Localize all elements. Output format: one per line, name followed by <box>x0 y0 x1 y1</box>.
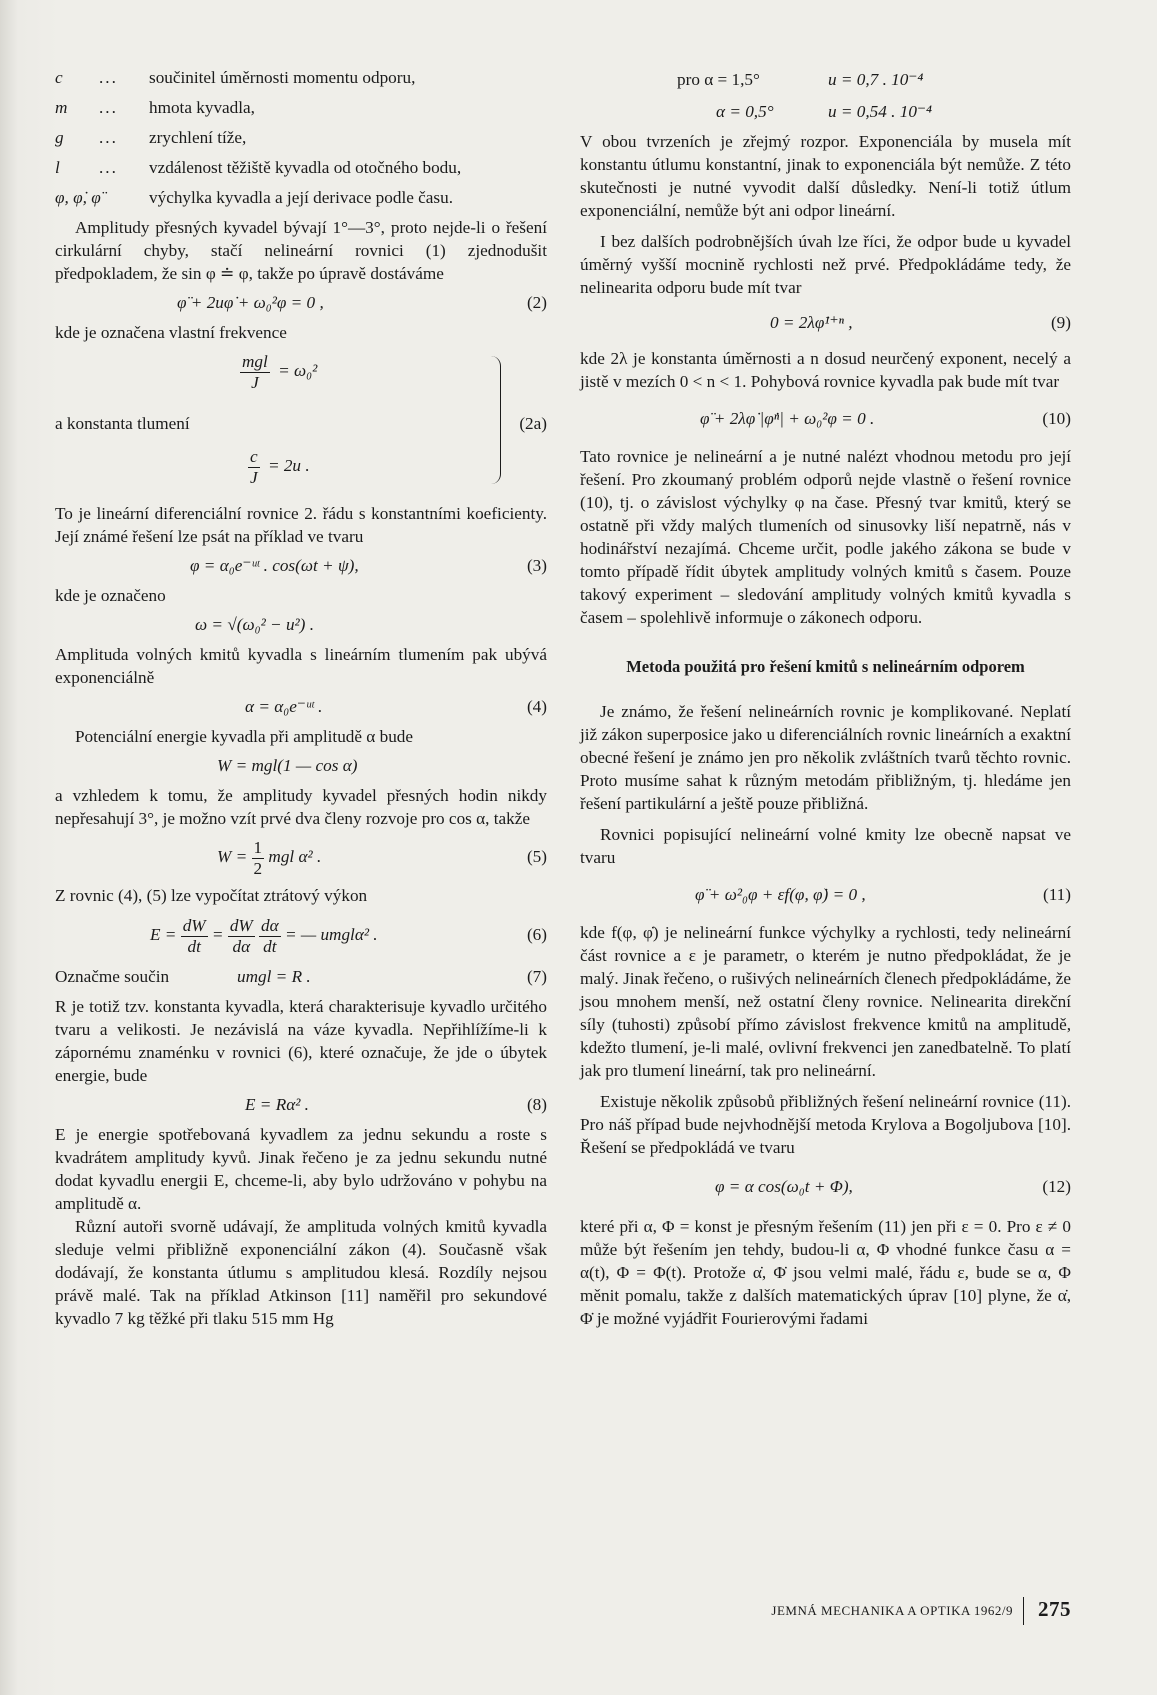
denominator: J <box>250 468 258 487</box>
equation-body: φ̈ + ω²₀φ + εf(φ, φ̇) = 0 , <box>695 885 866 904</box>
numerator: dW <box>229 915 253 935</box>
equation-6 <box>55 911 547 959</box>
definition-l <box>55 156 547 179</box>
page-footer <box>706 1597 1071 1625</box>
paragraph: Potenciální energie kyvadla při amplitudě α bude <box>75 727 414 746</box>
curly-brace <box>490 356 501 484</box>
equation-number: (12) <box>1042 1177 1071 1196</box>
paragraph: I bez dalších podrobnějších úvah lze říci, že odpor bude u kyvadel úměrný vyšší mocnině rychlosti než prvé. Předpokládáme tedy, že nelinearita odporu bude mít tvar <box>580 232 1071 297</box>
equation-number: (6) <box>526 925 547 944</box>
denominator: dα <box>232 936 251 956</box>
page-number: 275 <box>1038 1597 1071 1621</box>
equation-number: (10) <box>1042 409 1071 428</box>
numerator: 1 <box>253 837 263 857</box>
paragraph: E je energie spotřebovaná kyvadlem za jednu sekundu a roste s kvadrátem amplitudy kyvů. Jinak řečeno je za jednu sekundu nutné dodat kyvadlu energii E, chceme-li, aby bylo udržováno v pohybu na amplitudě α. <box>55 1125 547 1213</box>
equation-lhs: E = <box>150 925 177 944</box>
paragraph: Amplituda volných kmitů kyvadla s lineárním tlumením pak ubývá exponenciálně <box>55 645 547 687</box>
equation-body <box>150 911 378 959</box>
equation-body: φ = α cos(ω₀t + Φ), <box>715 1177 853 1196</box>
spacer <box>580 222 1071 230</box>
journal-name: JEMNÁ MECHANIKA A OPTIKA 1962/9 <box>771 1603 1013 1618</box>
equation-body: 0 = 2λφ̇¹⁺ⁿ , <box>770 313 853 332</box>
definition-text: vzdálenost těžiště kyvadla od otočného bodu, <box>149 158 462 177</box>
numerator: mgl <box>242 352 268 371</box>
symbol: l <box>55 158 60 177</box>
symbol: g <box>55 128 64 147</box>
definition-phi <box>55 186 547 209</box>
equation-body: φ = α₀e⁻ᵘᵗ . cos(ωt + ψ), <box>190 556 359 575</box>
numerator: c <box>250 447 258 466</box>
equation-2a-top <box>240 352 317 393</box>
equation-2a-group <box>55 348 547 498</box>
fraction <box>181 916 208 957</box>
paragraph: Z rovnic (4), (5) lze vypočítat ztrátový výkon <box>55 886 368 905</box>
damping-value: u = 0,54 . 10⁻⁴ <box>828 102 932 121</box>
equation-body: φ̈ + 2uφ̇ + ω₀²φ = 0 , <box>177 293 324 312</box>
numerator: dW <box>182 915 206 935</box>
paragraph: R je totiž tzv. konstanta kyvadla, která charakterisuje kyvadlo určitého tvaru a velikosti. Je nezávislá na váze kyvadla. Nepřihlížíme-li k zápornému znaménku v rovnici (6), které označuje, že jde o úbytek energie, bude <box>55 997 547 1085</box>
equation-7 <box>55 963 547 991</box>
equation-number: (2) <box>526 293 547 312</box>
fraction <box>252 838 265 879</box>
equation-rhs: = 2u . <box>267 456 310 476</box>
equation-omega <box>55 611 547 639</box>
equation-body: φ̈ + 2λφ̇ |φ̇ⁿ| + ω₀²φ = 0 . <box>700 409 875 428</box>
paragraph: kde 2λ je konstanta úměrnosti a n dosud neurčený exponent, necelý a jistě v mezích 0 < n < 1. Pohybová rovnice kyvadla pak bude mít tvar <box>580 349 1071 391</box>
equation-number: (8) <box>526 1095 547 1114</box>
paragraph: To je lineární diferenciální rovnice 2. řádu s konstantními koeficienty. Její známé řešení lze psát na příklad ve tvaru <box>55 504 547 546</box>
equation-4 <box>55 693 547 721</box>
equation-12 <box>580 1173 1071 1201</box>
equation-number: (7) <box>526 967 547 986</box>
paragraph: kde je označena vlastní frekvence <box>55 323 287 342</box>
fraction <box>240 352 270 393</box>
equals-sign: = <box>211 925 224 944</box>
equation-w <box>55 752 547 780</box>
equation-5 <box>55 834 547 880</box>
paragraph: Amplitudy přesných kyvadel bývají 1°—3°, proto nejde-li o řešení cirkulární chyby, stačí nelineární rovnici (1) zjednodušit předpokladem, že sin φ ≐ φ, takže po úpravě dostáváme <box>55 218 547 283</box>
denominator: 2 <box>253 858 263 878</box>
equation-10 <box>580 405 1071 433</box>
equation-body: E = Rα² . <box>245 1095 309 1114</box>
equation-3 <box>55 552 547 580</box>
equation-label: Označme součin <box>55 967 170 986</box>
equation-body: umgl = R . <box>237 967 311 986</box>
equation-rhs: mgl α² . <box>268 847 322 866</box>
paragraph: kde je označeno <box>55 586 166 605</box>
equation-rhs: = ω₀² <box>278 361 318 381</box>
paragraph: Existuje několik způsobů přibližných řešení nelineární rovnice (11). Pro náš případ bude nejvhodnější metoda Krylova a Bogoljubova [10]. Řešení se předpokládá ve tvaru <box>580 1092 1071 1157</box>
definition-text: výchylka kyvadla a její derivace podle času. <box>149 188 453 207</box>
section-heading: Metoda použitá pro řešení kmitů s nelineárním odporem <box>626 657 1025 676</box>
paragraph: Různí autoři svorně udávají, že amplituda volných kmitů kyvadla sleduje velmi přibližně exponenciální zákon (4). Současně však dodávají, že konstanta útlumu s amplitudou klesá. Rozdíly nejsou právě malé. Tak na příklad Atkinson [11] naměřil pro sekundové kyvadlo 7 kg těžké při tlaku 515 mm Hg <box>55 1217 547 1328</box>
paragraph: které při α, Φ = konst je přesným řešením (11) jen při ε = 0. Pro ε ≠ 0 může být řešením jen tehdy, budou-li α, Φ vhodné funkce času α = α(t), Φ = Φ(t). Protože α̇, Φ̇ jsou velmi malé, řádu ε, bude se α, Φ měnit pomalu, takže z dalších matematických úprav [10] plyne, že α̇, Φ̇ je možné vyjádřit Fourierovými řadami <box>580 1217 1071 1328</box>
paragraph: a konstanta tlumení <box>55 414 190 433</box>
symbol: m <box>55 98 68 117</box>
equation-body: ω = √(ω₀² − u²) . <box>195 615 315 634</box>
definition-text: součinitel úměrnosti momentu odporu, <box>149 68 416 87</box>
symbol: c <box>55 68 63 87</box>
definition-m <box>55 96 547 119</box>
equation-8 <box>55 1091 547 1119</box>
paragraph: kde f(φ, φ̇) je nelineární funkce výchylky a rychlosti, tedy nelineární část rovnice a ε je parametr, o kterém je nutno předpokládat, že je malý. Jinak řečeno, o rušivých nelineárních členech předpokládáme, že jsou mnohem menší, než ostatní členy rovnice. Nelinearita direkční síly (tuhosti) způsobí přímo závislost frekvence kmitů na amplitudě, kdežto tlumení, je-li malé, ovlivní frekvenci jen zanedbatelně. To platí jak pro tlumení lineární, tak pro nelineární. <box>580 923 1071 1080</box>
dots: ... <box>99 68 118 87</box>
definition-text: zrychlení tíže, <box>149 128 247 147</box>
damping-value: u = 0,7 . 10⁻⁴ <box>828 70 924 89</box>
equation-2a-bottom <box>248 447 310 488</box>
spacer <box>580 815 1071 823</box>
paragraph: V obou tvrzeních je zřejmý rozpor. Exponenciála by musela mít konstantu útlumu konstantní, jinak to exponenciála být nemůže. Z této skutečnosti je nutné vyvodit další důsledky. Není-li totiž útlum exponenciální, nemůže být ani odpor lineární. <box>580 132 1071 220</box>
equation-number: (5) <box>526 847 547 866</box>
equation-2 <box>55 289 547 317</box>
atkinson-values-row-1 <box>580 66 1071 94</box>
denominator: dt <box>263 936 277 956</box>
equation-number: (4) <box>526 697 547 716</box>
equation-number: (11) <box>1043 885 1071 904</box>
denominator: dt <box>187 936 201 956</box>
denominator: J <box>251 373 259 392</box>
fraction <box>259 916 281 957</box>
paragraph: Je známo, že řešení nelineárních rovnic je komplikované. Neplatí již zákon superposice jako u diferenciálních rovnic lineárních a exaktní obecné řešení je známo jen pro několik zvláštních tvarů těchto rovnic. Proto musíme sahat k různým metodám přibližným, tj. hledáme jen řešení partikulární a ještě pouze přibližná. <box>580 702 1071 813</box>
equation-body <box>217 834 321 880</box>
definition-c <box>55 66 547 89</box>
fraction <box>228 916 255 957</box>
dots: ... <box>99 128 118 147</box>
equation-11 <box>580 881 1071 909</box>
equation-9 <box>580 309 1071 337</box>
paragraph: a vzhledem k tomu, že amplitudy kyvadel přesných hodin nikdy nepřesahují 3°, je možno vzít prvé dva členy rozvoje pro cos α, takže <box>55 786 547 828</box>
symbol: φ, φ̇, φ̈ <box>55 188 101 207</box>
definition-g <box>55 126 547 149</box>
dots: ... <box>99 158 118 177</box>
equation-lhs: W = <box>217 847 248 866</box>
dots: ... <box>99 98 118 117</box>
left-column <box>55 66 547 1330</box>
footer-divider <box>1023 1597 1024 1625</box>
paragraph: Tato rovnice je nelineární a je nutné nalézt vhodnou metodu pro její řešení. Pro zkoumaný problém odporů nejde vlastně o řešení rovnice (10), tj. o závislost výchylky φ na čase. Přesný tvar kmitů, který se ostatně při vždy malých tlumeních od sinusovky liší nepatrně, nás v hodinářství nezajímá. Chceme určit, podle jakého zákona se bude v tomto případě řídit úbytek amplitudy volných kmitů s časem. Pouze takový experiment – sledování amplitudy volných kmitů kyvadla s časem – spolehlivě informuje o zákonech odporu. <box>580 447 1071 627</box>
equation-body: α = α₀e⁻ᵘᵗ . <box>245 697 323 716</box>
equation-body: W = mgl(1 — cos α) <box>217 756 358 775</box>
equation-number: (3) <box>526 556 547 575</box>
fraction <box>248 447 260 488</box>
equation-rhs: = — umglα² . <box>284 925 378 944</box>
definition-text: hmota kyvadla, <box>149 98 255 117</box>
numerator: dα <box>261 915 279 935</box>
amplitude-value: α = 0,5° <box>716 102 774 121</box>
spacer <box>580 1082 1071 1090</box>
right-column <box>580 66 1071 1330</box>
atkinson-values-row-2 <box>580 98 1071 126</box>
equation-number: (2a) <box>519 414 547 433</box>
amplitude-value: pro α = 1,5° <box>677 70 760 89</box>
paragraph: Rovnici popisující nelineární volné kmity lze obecně napsat ve tvaru <box>580 825 1071 867</box>
equation-number: (9) <box>1050 313 1071 332</box>
